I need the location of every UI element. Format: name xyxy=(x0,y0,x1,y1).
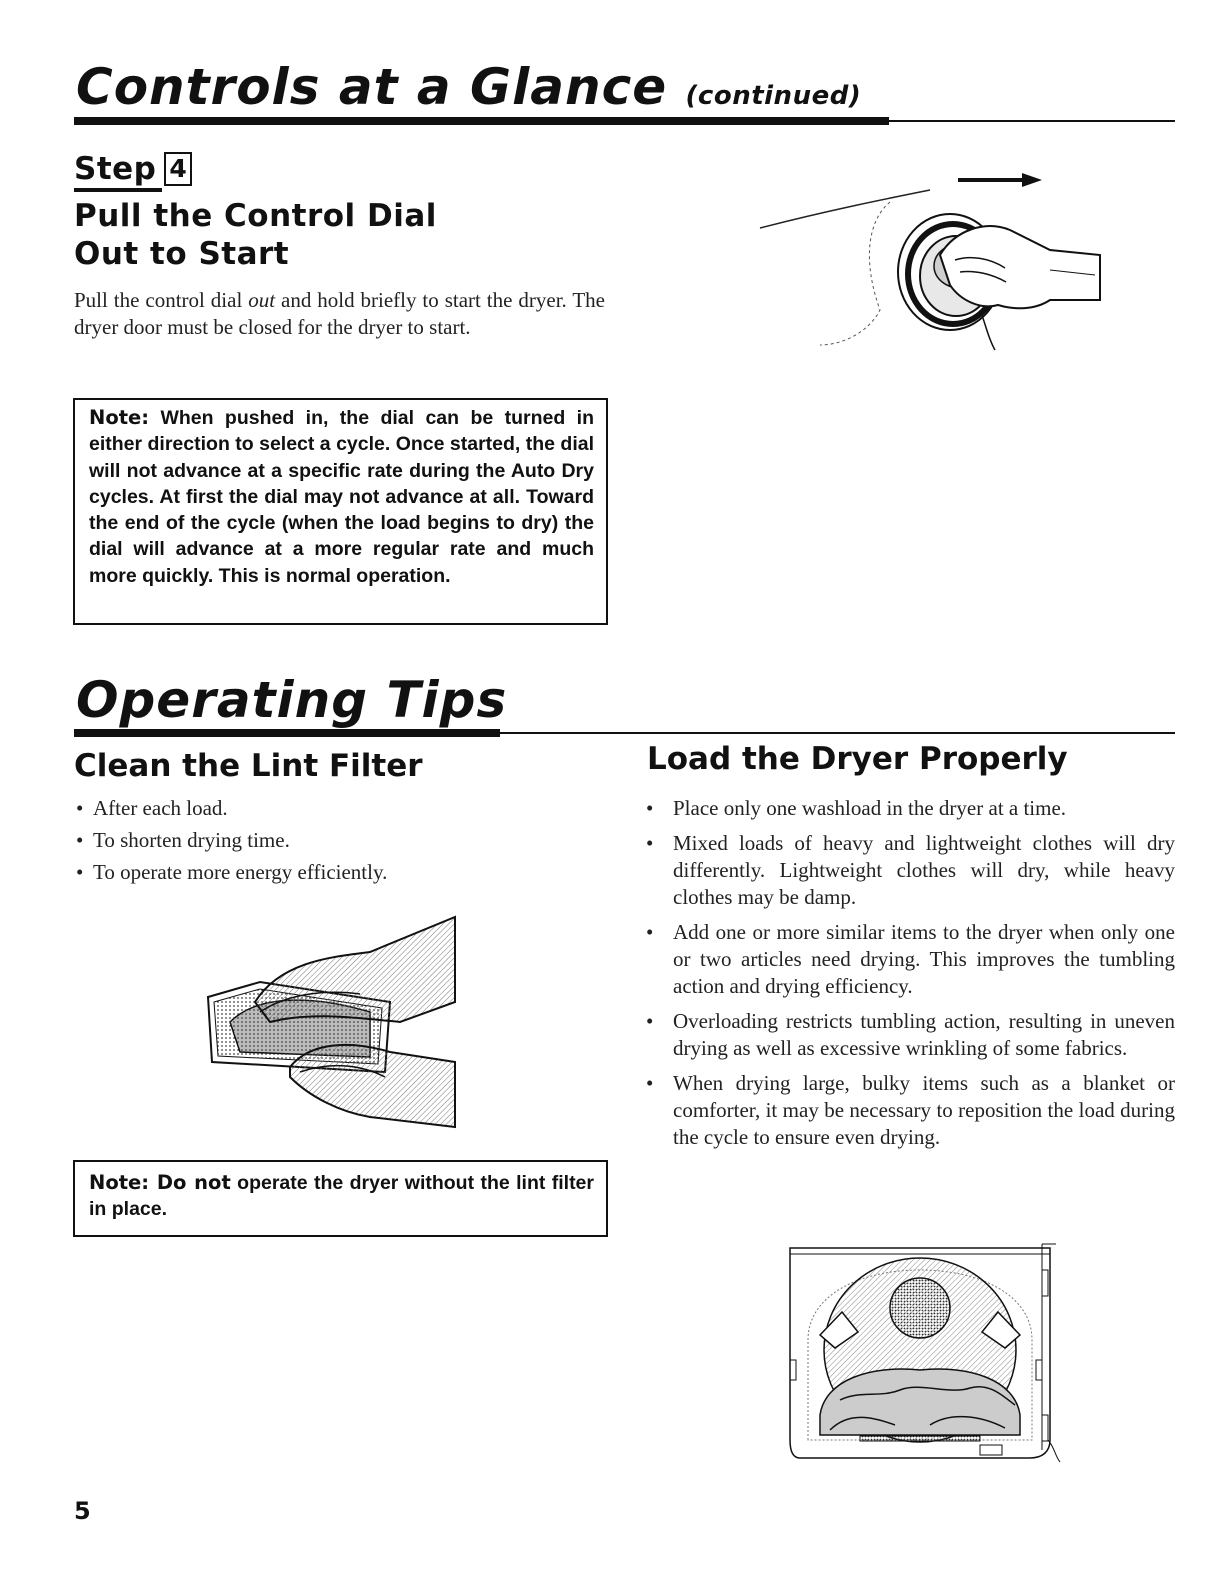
tips-rule-thin xyxy=(74,732,1175,734)
list-item xyxy=(646,795,1175,822)
list-item-text: Overloading restricts tumbling action, resulting in uneven drying as well as excessive wrinkling of some fabrics. xyxy=(673,1009,1175,1060)
list-item-text: To shorten drying time. xyxy=(93,828,290,852)
bullet: • xyxy=(76,828,84,852)
list-item xyxy=(646,1070,1175,1151)
step-word: Step xyxy=(74,151,157,187)
load-heading: Load the Dryer Properly xyxy=(647,741,1068,777)
list-item xyxy=(646,830,1175,911)
step-label xyxy=(74,150,192,188)
note-dial-lead: Note: xyxy=(89,406,150,429)
bullet: • xyxy=(76,860,84,884)
step-body-after: and hold briefly to start the dryer. The dryer door must be closed for the dryer to start. xyxy=(74,288,605,339)
step-heading-line2: Out to Start xyxy=(74,236,290,272)
title-rule-thin xyxy=(74,120,1175,122)
lint-filter-illustration xyxy=(200,912,460,1132)
lint-list xyxy=(76,795,596,886)
list-item-text: After each load. xyxy=(93,796,228,820)
page-title-main: Controls at a Glance xyxy=(76,58,668,116)
list-item xyxy=(76,827,596,854)
list-item-text: Place only one washload in the dryer at a time. xyxy=(673,796,1067,820)
note-dial xyxy=(73,398,608,625)
list-item xyxy=(76,859,596,886)
note-lint xyxy=(73,1160,608,1237)
step-number-box: 4 xyxy=(164,152,192,186)
bullet: • xyxy=(646,831,654,855)
list-item-text: When drying large, bulky items such as a blanket or comforter, it may be necessary to reposition the load during the cycle to ensure even drying. xyxy=(673,1071,1175,1149)
section-title-operating-tips: Operating Tips xyxy=(76,671,508,729)
step-underline xyxy=(74,188,162,192)
note-lint-text: operate the dryer without the lint filter in place. xyxy=(89,1172,594,1221)
list-item xyxy=(646,1008,1175,1062)
dryer-drum-illustration xyxy=(780,1240,1070,1465)
list-item xyxy=(76,795,596,822)
bullet: • xyxy=(646,1071,654,1095)
bullet: • xyxy=(646,920,654,944)
list-item-text: To operate more energy efficiently. xyxy=(93,860,388,884)
list-item xyxy=(646,919,1175,1000)
bullet: • xyxy=(646,796,654,820)
bullet: • xyxy=(76,796,84,820)
bullet: • xyxy=(646,1009,654,1033)
page-number: 5 xyxy=(74,1497,91,1525)
note-lint-lead: Note: Do not xyxy=(89,1171,231,1194)
list-item-text: Add one or more similar items to the dryer when only one or two articles need drying. This improves the tumbling action and drying efficiency. xyxy=(673,920,1175,998)
note-dial-text: When pushed in, the dial can be turned in either direction to select a cycle. Once started, the dial will not advance at a specific rate during the Auto Dry cycles. At first the dial may not advance at all. Toward the end of the cycle (when the load begins to dry) the dial will advance at a more regular rate and much more quickly. This is normal operation. xyxy=(89,407,595,587)
step-body xyxy=(74,287,605,341)
step-body-before: Pull the control dial xyxy=(74,288,249,312)
page-title xyxy=(76,58,862,116)
load-list xyxy=(646,795,1175,1151)
lint-heading: Clean the Lint Filter xyxy=(74,748,423,784)
control-dial-illustration xyxy=(750,160,1110,360)
page-title-suffix: (continued) xyxy=(685,81,862,111)
list-item-text: Mixed loads of heavy and lightweight clothes will dry differently. Lightweight clothes will dry, while heavy clothes may be damp. xyxy=(673,831,1175,909)
step-heading-line1: Pull the Control Dial xyxy=(74,198,437,234)
step-body-emphasis: out xyxy=(248,288,276,312)
step-heading xyxy=(74,197,437,273)
